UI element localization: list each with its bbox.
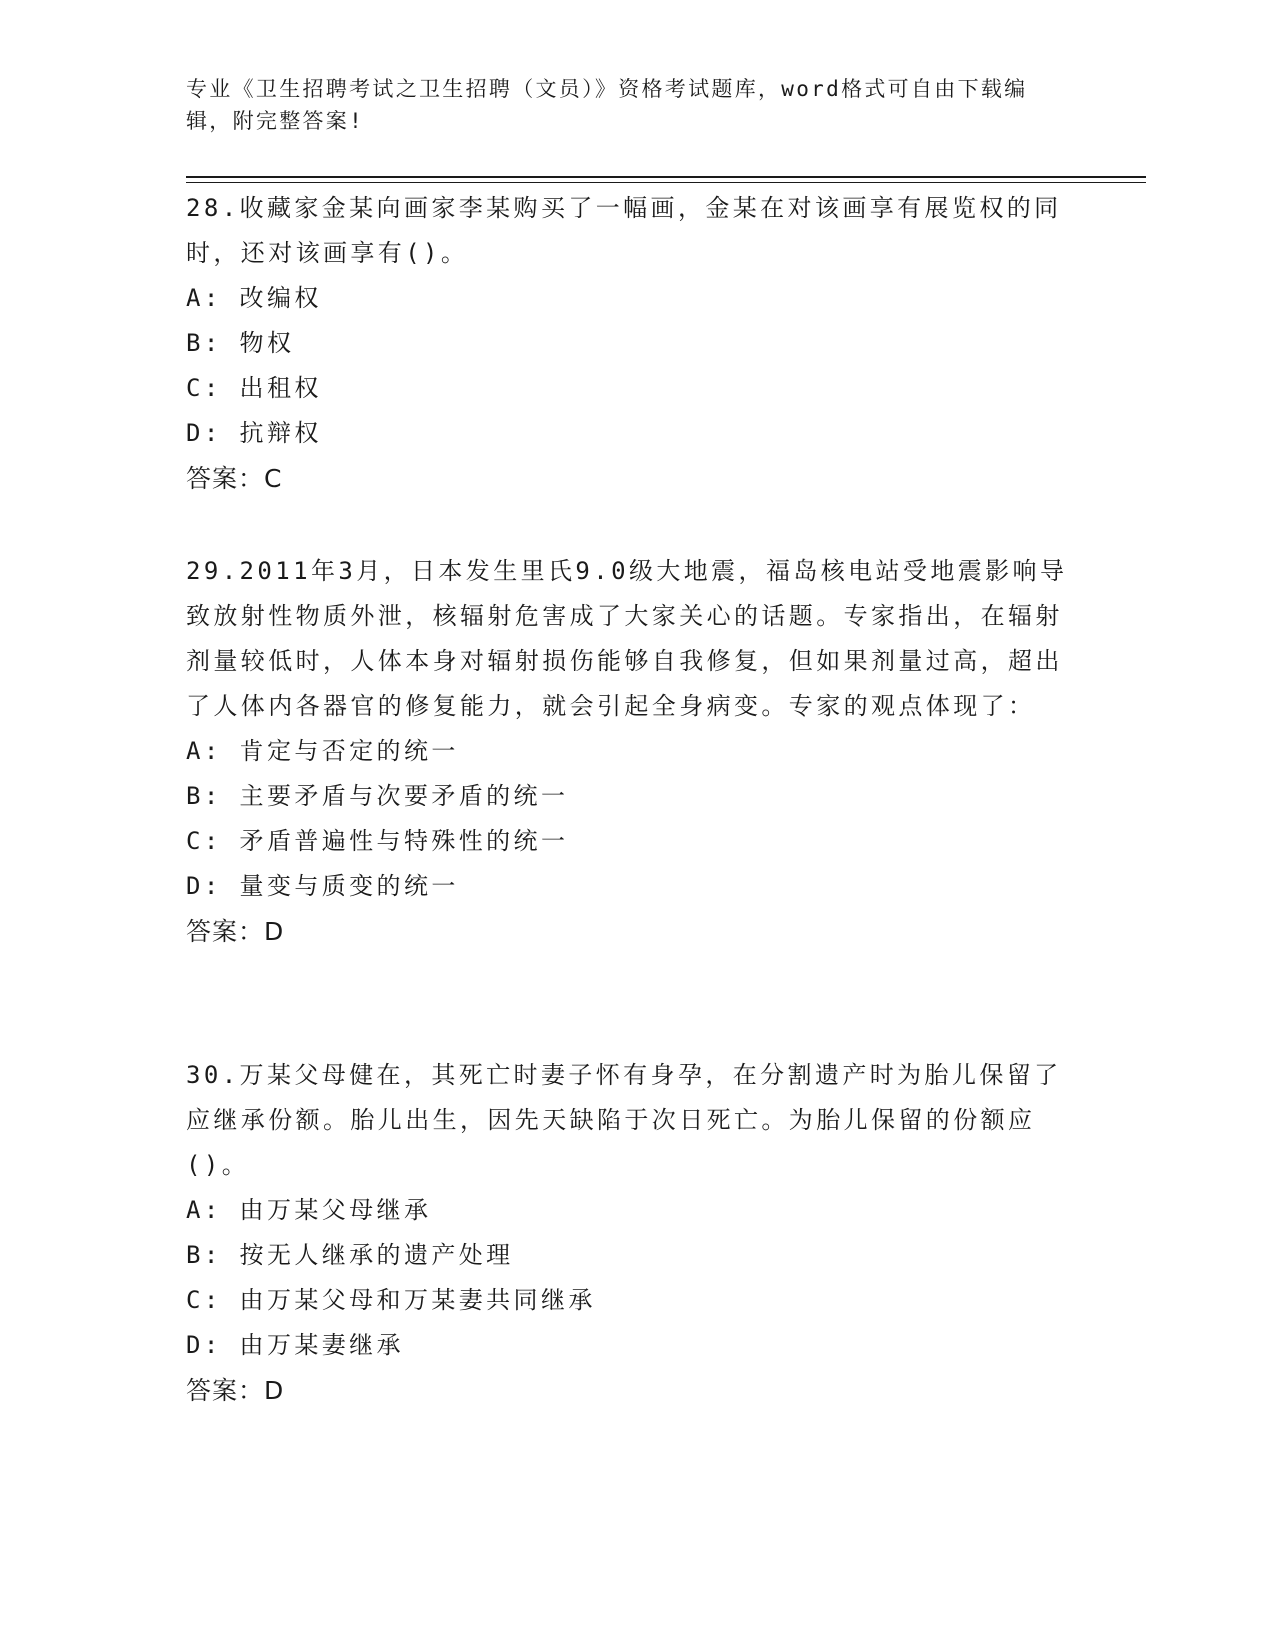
option-a: A: 肯定与否定的统一 (186, 737, 459, 765)
question-29 (186, 549, 1086, 954)
answer-value: D (264, 1376, 285, 1405)
option-a: A: 由万某父母继承 (186, 1196, 432, 1224)
option-c: C: 出租权 (186, 374, 322, 402)
option-d: D: 由万某妻继承 (186, 1331, 404, 1359)
answer-separator: ： (238, 917, 265, 946)
header-divider-thin (186, 182, 1146, 183)
option-c: C: 矛盾普遍性与特殊性的统一 (186, 827, 569, 855)
answer-line (186, 909, 1086, 954)
question-30 (186, 1053, 1086, 1413)
question-28 (186, 186, 1086, 501)
answer-separator: ： (238, 1376, 265, 1405)
option-b: B: 主要矛盾与次要矛盾的统一 (186, 782, 569, 810)
option-d: D: 量变与质变的统一 (186, 872, 459, 900)
answer-line (186, 1368, 1086, 1413)
question-stem: 29.2011年3月，日本发生里氏9.0级大地震，福岛核电站受地震影响导致放射性物质外泄，核辐射危害成了大家关心的话题。专家指出，在辐射剂量较低时，人体本身对辐射损伤能够自我修复，但如果剂量过高，超出了人体内各器官的修复能力，就会引起全身病变。专家的观点体现了： (186, 557, 1068, 720)
answer-label: 答案 (186, 464, 239, 493)
answer-separator: ： (238, 464, 265, 493)
question-stem: 28.收藏家金某向画家李某购买了一幅画，金某在对该画享有展览权的同时，还对该画享有()。 (186, 194, 1062, 267)
answer-label: 答案 (186, 917, 239, 946)
question-stem: 30.万某父母健在，其死亡时妻子怀有身孕，在分割遗产时为胎儿保留了应继承份额。胎儿出生，因先天缺陷于次日死亡。为胎儿保留的份额应()。 (186, 1061, 1062, 1179)
answer-label: 答案 (186, 1376, 239, 1405)
option-d: D: 抗辩权 (186, 419, 322, 447)
answer-value: D (264, 917, 285, 946)
option-a: A: 改编权 (186, 284, 322, 312)
document-header: 专业《卫生招聘考试之卫生招聘（文员）》资格考试题库，word格式可自由下载编辑，附完整答案! (186, 77, 1028, 133)
answer-value: C (264, 464, 283, 493)
option-b: B: 物权 (186, 329, 295, 357)
option-b: B: 按无人继承的遗产处理 (186, 1241, 514, 1269)
answer-line (186, 456, 1086, 501)
header-divider-thick (186, 176, 1146, 178)
option-c: C: 由万某父母和万某妻共同继承 (186, 1286, 596, 1314)
